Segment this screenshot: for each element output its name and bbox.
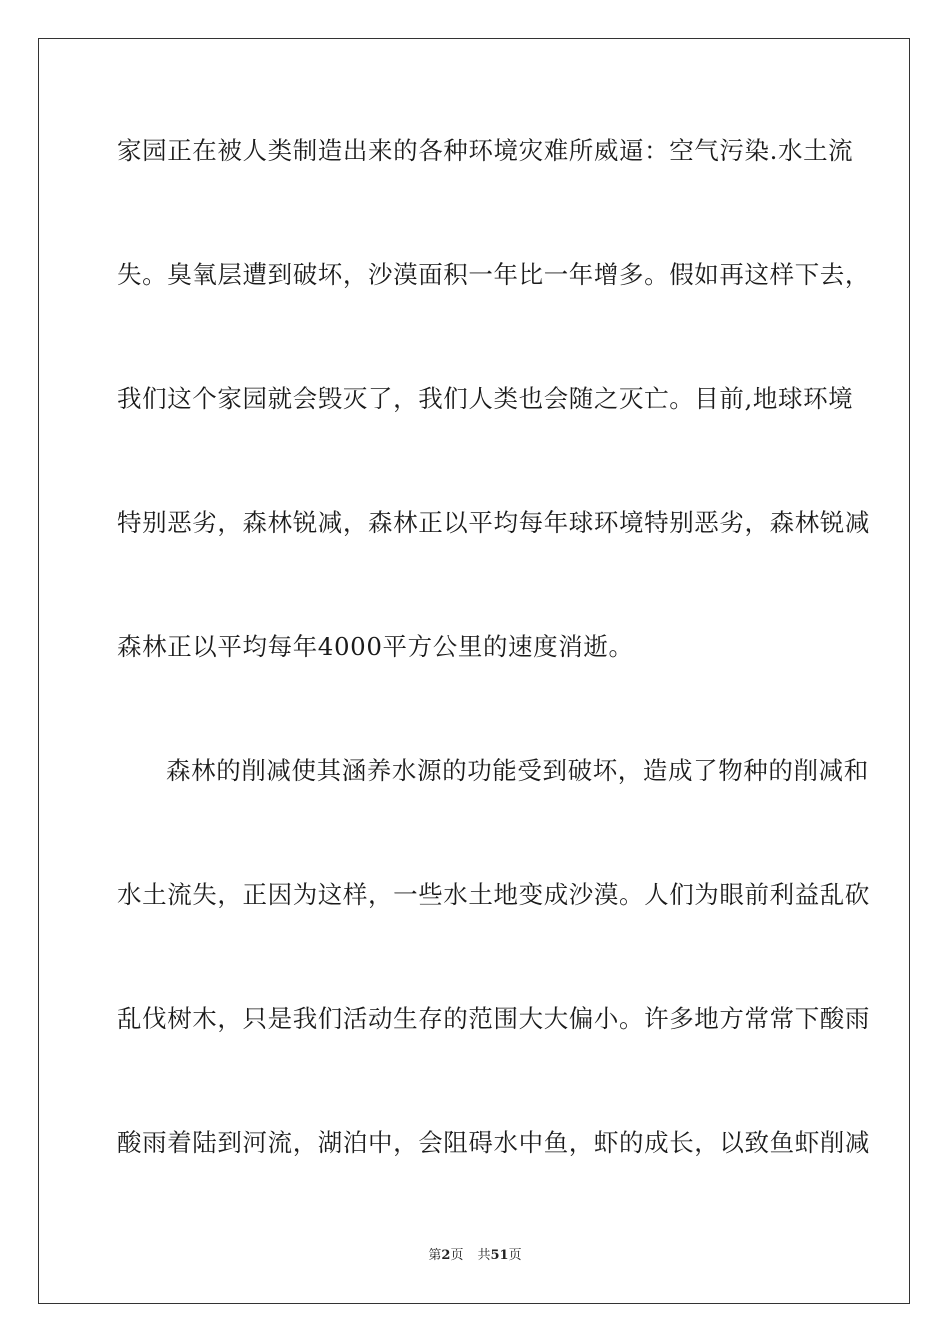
paragraph-line-2: 失。臭氧层遭到破坏，沙漠面积一年比一年增多。假如再这样下去，: [117, 260, 870, 289]
paragraph-line-9: 酸雨着陆到河流，湖泊中，会阻碍水中鱼，虾的成长，以致鱼虾削减: [117, 1128, 870, 1157]
paragraph-line-7: 水土流失，正因为这样，一些水土地变成沙漠。人们为眼前利益乱砍: [117, 880, 870, 909]
page-prefix: 第: [428, 1248, 442, 1263]
page-suffix: 页: [450, 1248, 464, 1263]
paragraph-line-6: 森林的削减使其涵养水源的功能受到破坏，造成了物种的削减和: [166, 756, 869, 785]
page-number: 2: [441, 1248, 451, 1263]
page-border: [38, 38, 910, 1304]
page-footer: [0, 1247, 950, 1265]
total-suffix: 页: [508, 1248, 522, 1263]
paragraph-line-8: 乱伐树木，只是我们活动生存的范围大大偏小。许多地方常常下酸雨: [117, 1004, 870, 1033]
paragraph-line-5: 森林正以平均每年4000平方公里的速度消逝。: [117, 632, 634, 661]
paragraph-line-4: 特别恶劣，森林锐减，森林正以平均每年球环境特别恶劣，森林锐减: [117, 508, 870, 537]
total-pages: 51: [490, 1248, 509, 1263]
paragraph-line-3: 我们这个家园就会毁灭了，我们人类也会随之灭亡。目前,地球环境: [117, 384, 854, 413]
paragraph-line-1: 家园正在被人类制造出来的各种环境灾难所威逼：空气污染.水土流: [117, 136, 854, 165]
total-prefix: 共: [477, 1248, 491, 1263]
